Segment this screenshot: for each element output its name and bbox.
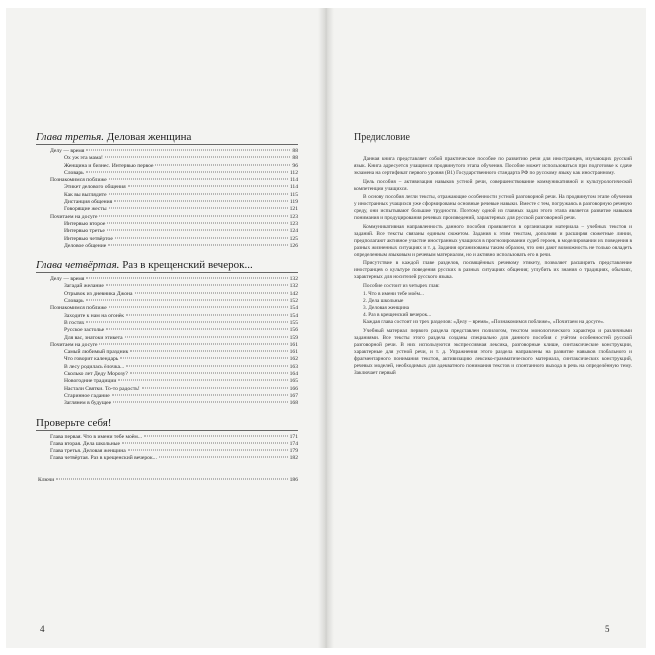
- book-spread: [6, 8, 646, 648]
- toc-entry-title: Настали Святки. То-то радость!: [64, 385, 140, 392]
- toc-entry: [36, 378, 298, 385]
- book-gutter: [318, 8, 334, 648]
- toc-entry-page: 154: [289, 312, 298, 319]
- toc-entry-title: Что говорит календарь: [64, 356, 119, 363]
- toc-entry-page: 125: [289, 235, 298, 242]
- toc-entry-page: 164: [289, 371, 298, 378]
- toc-entry-page: 126: [289, 242, 298, 249]
- toc-entry: [36, 364, 298, 371]
- right-page: [334, 8, 646, 648]
- toc-entry-title: Ключи: [38, 476, 55, 483]
- preface-paragraph: Присутствие в каждой главе разделов, посвящённых речевому этикету, позволяет расширить представление иностранцев о культуре поведения русских в разных ситуациях общения; углубить их знания о традициях, обычаях, характерных для носителей русского языка.: [354, 260, 632, 280]
- leader-dots: [120, 358, 287, 359]
- toc-entry-page: 152: [289, 298, 298, 305]
- leader-dots: [130, 351, 287, 352]
- toc-entry-title: Заходите к нам на огонёк: [64, 312, 125, 319]
- toc-entry-title: Глава третья. Деловая женщина: [50, 448, 126, 455]
- toc-entry-page: 168: [289, 400, 298, 407]
- leader-dots: [125, 336, 288, 337]
- toc-entry-page: 96: [292, 162, 298, 169]
- toc-entry-title: Делу — время: [50, 276, 85, 283]
- toc-entry-title: Сколько лет Деду Морозу?: [64, 371, 128, 378]
- toc-entry-title: Как вы выглядите: [64, 191, 107, 198]
- leader-dots: [122, 442, 288, 443]
- toc-entry-title: Интервью второе: [64, 220, 106, 227]
- toc-chapter-4: [36, 259, 298, 407]
- toc-entry: [36, 349, 298, 356]
- preface-title: Предисловие: [354, 132, 410, 143]
- toc-entry-title: Дистанция общения: [64, 199, 113, 206]
- toc-entry-page: 156: [289, 327, 298, 334]
- preface-body: [354, 156, 632, 378]
- preface-paragraph: Учебный материал первого раздела представлен полилогом, текстом монологического характера и различными заданиями. Все тексты этого раздела созданы специально для данного пособия с учётом особенностей русской разговорной речи. В них используются экспрессивная лексика, разговорные клише, синтаксические конструкции, характерные для устной речи, и т. д. Упражнения этого раздела направлены на развитие навыков глобального и фрагментарного понимания текстов, активизацию лексико-грамматического материала, синтаксических конструкций, речевых моделей, необходимых для адекватного понимания текстов и спонтанного выхода в речь на определённую тему. Заключает первый: [354, 327, 632, 376]
- toc-entry-page: 165: [289, 378, 298, 385]
- toc-entry: [36, 236, 298, 243]
- toc-entry-page: 179: [289, 448, 298, 455]
- toc-entry-page: 132: [289, 276, 298, 283]
- toc-entry-title: Загадай желание: [64, 283, 104, 290]
- toc-entry-title: Почитаем на досуге: [50, 341, 98, 348]
- toc-entry-title: Словарь: [64, 298, 84, 305]
- toc-entry: [36, 199, 298, 206]
- leader-dots: [113, 402, 288, 403]
- toc-entry-title: В гостях: [64, 319, 85, 326]
- preface-list-item: 2. Дела школьные: [363, 298, 404, 304]
- toc-entry-page: 182: [289, 455, 298, 462]
- leader-dots: [126, 314, 288, 315]
- leader-dots: [128, 450, 288, 451]
- page-number-left: 4: [40, 624, 45, 634]
- preface-paragraph: Каждая глава состоит из трех разделов: «Делу – время», «Познакомимся поближе», «Почитаем на досуге».: [363, 319, 605, 325]
- toc-entry-title: Отрывок из дневника Джона: [64, 290, 133, 297]
- toc-entry-title: Деловое общение: [64, 242, 107, 249]
- toc-entry-page: 132: [289, 283, 298, 290]
- leader-dots: [99, 343, 287, 344]
- toc-entry-title: Этикет делового общения: [64, 184, 126, 191]
- toc-entry: [36, 400, 298, 407]
- preface-paragraph: В основу пособия легли тексты, отражающие особенности устной разговорной речи. На продвинутом этапе обучения у иностранных учащихся уже сформированы основные речевые навыки. Вместе с тем, погружаясь в разговорную речевую среду, они испытывают большие трудности. Поэтому одной из главных задач этого этапа является развитие навыков понимания и продуцирования речевых произведений, характерных для русской разговорной речи.: [354, 194, 632, 221]
- leader-dots: [86, 321, 287, 322]
- toc-entry-page: 174: [289, 440, 298, 447]
- toc-entry-page: 124: [289, 228, 298, 235]
- toc-entry-page: 123: [289, 213, 298, 220]
- toc-entry: [36, 291, 298, 298]
- leader-dots: [86, 278, 287, 279]
- leader-dots: [107, 222, 287, 223]
- leader-dots: [56, 478, 287, 479]
- toc-entry-title: Словарь: [64, 169, 84, 176]
- toc-entry-title: Заглянем в будущее: [64, 400, 112, 407]
- toc-entry-title: Делу — время: [50, 148, 85, 154]
- toc-entry: [36, 221, 298, 228]
- toc-entry: [36, 283, 298, 290]
- toc-entry-title: Женщина и бизнес. Интервью первое: [64, 162, 154, 169]
- leader-dots: [109, 307, 288, 308]
- toc-entry: [36, 313, 298, 320]
- toc-entry: [36, 148, 298, 155]
- leader-dots: [159, 457, 288, 458]
- toc-entry-title: Глава первая. Что в имени тебе моём...: [50, 433, 143, 440]
- leader-dots: [128, 186, 288, 187]
- review-title: Проверьте себя!: [36, 417, 298, 431]
- leader-dots: [86, 300, 288, 301]
- toc-entry: [36, 206, 298, 213]
- chapter-title-plain: Раз в крещенский вечерок...: [119, 259, 253, 272]
- toc-entry-page: 161: [289, 349, 298, 356]
- toc-entry: [36, 434, 298, 441]
- page-number-right: 5: [605, 624, 610, 634]
- toc-entry-page: 123: [289, 220, 298, 227]
- toc-entry: [36, 214, 298, 221]
- toc-entry: [36, 335, 298, 342]
- leader-dots: [144, 435, 288, 436]
- toc-entry-page: 114: [289, 184, 298, 191]
- chapter-title: [36, 131, 298, 145]
- preface-list-item: 4. Раз в крещенский вечерок...: [363, 312, 432, 318]
- toc-entry-page: 171: [289, 433, 298, 440]
- preface-paragraph: Цель пособия – активизация навыков устной речи, совершенствование коммуникативной и культурологической компетенции учащихся.: [354, 178, 632, 192]
- leader-dots: [130, 373, 288, 374]
- leader-dots: [155, 164, 290, 165]
- leader-dots: [135, 292, 288, 293]
- leader-dots: [142, 387, 288, 388]
- table-of-contents: [36, 131, 298, 484]
- leader-dots: [106, 285, 288, 286]
- leader-dots: [118, 380, 287, 381]
- toc-entry-title: Ох уж эта мама!: [64, 155, 103, 162]
- toc-entry-page: 155: [289, 319, 298, 326]
- toc-entry: [36, 386, 298, 393]
- leader-dots: [105, 157, 291, 158]
- leader-dots: [107, 230, 288, 231]
- toc-entry: [36, 327, 298, 334]
- toc-entry-title: Интервью четвёртое: [64, 235, 113, 242]
- toc-entry: [36, 320, 298, 327]
- toc-chapter-3: [36, 131, 298, 250]
- preface-paragraph: Данная книга представляет собой практическое пособие по развитию речи для иностранцев, изучающих русский язык. Книга адресуется учащимся продвинутого этапа обучения. Пособие может использоваться при подготовке к сдаче экзамена на сертификат первого уровня (В1) Государственного стандарта РФ по русскому языку как иностранному.: [354, 156, 632, 176]
- toc-entry-page: 88: [292, 148, 298, 154]
- preface-list-item: 3. Деловая женщина: [363, 305, 410, 311]
- toc-entry-page: 166: [289, 385, 298, 392]
- toc-entry-page: 186: [289, 476, 298, 483]
- toc-entry: [36, 184, 298, 191]
- toc-entry-page: 112: [289, 169, 298, 176]
- toc-entry-title: Познакомимся поближе: [50, 305, 107, 312]
- toc-entry-page: 163: [289, 363, 298, 370]
- preface-paragraph: Коммуникативная направленность данного пособия проявляется в организации материала – учебных текстов и заданий. Все тексты связаны единым сюжетом. Задания к этим текстам, дополняя и расширяя сюжетные линии, предполагают активное участие иностранных учащихся в прогнозировании судеб героев, в моделировании их поведения в разных жизненных ситуациях и т. д. Задания организованы таким образом, что они дают возможность не только овладеть определенным языковым и речевым материалом, но и активно использовать его в речи.: [354, 223, 632, 258]
- toc-entry-page: 88: [292, 155, 298, 162]
- toc-entry: [36, 305, 298, 312]
- toc-entry-page: 115: [289, 191, 298, 198]
- toc-entry: [36, 441, 298, 448]
- left-page: [6, 8, 318, 648]
- toc-entry-page: 162: [289, 356, 298, 363]
- toc-entry-title: Русское застолье: [64, 327, 105, 334]
- toc-entry-page: 121: [289, 206, 298, 213]
- toc-entry: [36, 455, 298, 462]
- toc-entry-page: 154: [289, 305, 298, 312]
- toc-entry-keys: [36, 477, 298, 484]
- leader-dots: [106, 329, 287, 330]
- leader-dots: [99, 215, 287, 216]
- toc-entry: [36, 163, 298, 170]
- toc-entry-title: Интервью третье: [64, 228, 105, 235]
- toc-entry: [36, 192, 298, 199]
- chapter-title: [36, 259, 298, 273]
- leader-dots: [86, 171, 288, 172]
- leader-dots: [108, 244, 287, 245]
- preface-list-item: 1. Что в имени тебе моём...: [363, 291, 424, 297]
- toc-entry: [36, 371, 298, 378]
- toc-entry-page: 119: [289, 199, 298, 206]
- toc-entry-page: 161: [289, 341, 298, 348]
- chapter-title-plain: Деловая женщина: [104, 131, 192, 143]
- toc-entry: [36, 228, 298, 235]
- leader-dots: [109, 179, 288, 180]
- toc-entry-page: 142: [289, 290, 298, 297]
- toc-entry-title: Старинное гадание: [64, 392, 110, 399]
- leader-dots: [112, 394, 288, 395]
- toc-entry-title: Для вас, знатоки этикета: [64, 334, 123, 341]
- leader-dots: [115, 237, 288, 238]
- toc-entry-title: Почитаем на досуге: [50, 213, 98, 220]
- leader-dots: [126, 365, 287, 366]
- chapter-title-italic: Глава третья.: [36, 131, 105, 143]
- leader-dots: [109, 193, 288, 194]
- leader-dots: [86, 150, 290, 151]
- toc-entry-title: Новогодние традиции: [64, 378, 117, 385]
- chapter-title-italic: Глава четвёртая.: [36, 259, 120, 272]
- toc-entry-title: Познакомимся поближе: [50, 177, 107, 184]
- toc-entry-title: Самый любимый праздник: [64, 349, 129, 356]
- preface-paragraph: Пособие состоит из четырех глав:: [363, 282, 440, 289]
- leader-dots: [109, 208, 288, 209]
- toc-entry-page: 114: [289, 177, 298, 184]
- toc-entry: [36, 356, 298, 363]
- leader-dots: [114, 201, 288, 202]
- toc-entry-title: Говорящие жесты: [64, 206, 107, 213]
- toc-entry-title: В лесу родилась ёлочка...: [64, 363, 125, 370]
- toc-entry-page: 167: [289, 392, 298, 399]
- toc-entry-title: Глава вторая. Дела школьные: [50, 440, 120, 447]
- toc-review: [36, 417, 298, 463]
- toc-entry: [36, 243, 298, 250]
- toc-entry-page: 159: [289, 334, 298, 341]
- toc-entry-title: Глава четвёртая. Раз в крещенский вечерок...: [50, 455, 157, 462]
- toc-entry: [36, 155, 298, 162]
